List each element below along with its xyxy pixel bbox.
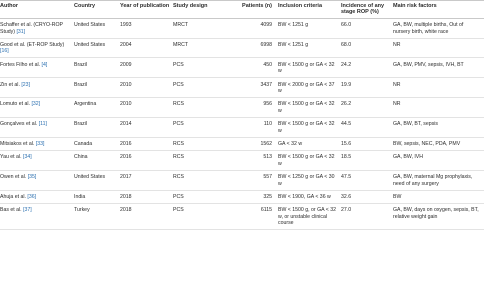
cell-design: PCS <box>173 78 240 98</box>
cell-author <box>0 137 74 150</box>
header-incidence: Incidence of any stage ROP (%) <box>341 0 393 18</box>
cell-year: 2017 <box>120 170 173 190</box>
cell-author <box>0 78 74 98</box>
cell-incidence: 18.5 <box>341 150 393 170</box>
cell-patients: 557 <box>240 170 278 190</box>
cell-year: 2014 <box>120 117 173 137</box>
author-name: Owen et al. <box>0 174 27 181</box>
cell-year: 2018 <box>120 190 173 203</box>
cell-design: PCS <box>173 117 240 137</box>
cell-patients: 4099 <box>240 18 278 38</box>
author-name: Schaffer et al. (CRYO-ROP Study) <box>0 22 63 35</box>
cell-country: United States <box>74 170 120 190</box>
cell-design: RCS <box>173 170 240 190</box>
cell-risk: BW <box>393 190 484 203</box>
cell-incidence: 44.5 <box>341 117 393 137</box>
cell-country: Brazil <box>74 117 120 137</box>
cell-patients: 6998 <box>240 38 278 58</box>
cell-risk: NR <box>393 98 484 118</box>
reference-link[interactable]: [16] <box>0 48 9 55</box>
cell-design: MRCT <box>173 18 240 38</box>
cell-patients: 3437 <box>240 78 278 98</box>
cell-year: 2009 <box>120 58 173 78</box>
table-row <box>0 137 484 150</box>
cell-year: 2004 <box>120 38 173 58</box>
cell-patients: 110 <box>240 117 278 137</box>
cell-design: MRCT <box>173 38 240 58</box>
cell-design: PCS <box>173 203 240 229</box>
cell-risk: GA, BW, IVH <box>393 150 484 170</box>
cell-risk: NR <box>393 78 484 98</box>
cell-country: India <box>74 190 120 203</box>
author-name: Ahuja et al. <box>0 193 26 200</box>
cell-risk: BW, sepsis, NEC, PDA, PMV <box>393 137 484 150</box>
cell-incidence: 24.2 <box>341 58 393 78</box>
cell-patients: 325 <box>240 190 278 203</box>
cell-incidence: 47.5 <box>341 170 393 190</box>
cell-risk: GA, BW, BT, sepsis <box>393 117 484 137</box>
reference-link[interactable]: [36] <box>27 193 37 200</box>
cell-patients: 1562 <box>240 137 278 150</box>
cell-incidence: 26.2 <box>341 98 393 118</box>
author-name: Good et al. (ET-ROP Study) <box>0 42 65 48</box>
header-risk: Main risk factors <box>393 0 484 18</box>
cell-risk: GA, BW, PMV, sepsis, IVH, BT <box>393 58 484 78</box>
cell-inclusion: BW < 1251 g <box>278 18 341 38</box>
table-row <box>0 170 484 190</box>
cell-year: 2018 <box>120 203 173 229</box>
cell-inclusion: BW < 1250 g or GA < 30 w <box>278 170 341 190</box>
cell-inclusion: BW < 1900, GA < 36 w <box>278 190 341 203</box>
table-row <box>0 98 484 118</box>
table-row <box>0 203 484 229</box>
reference-link[interactable]: [37] <box>23 207 32 214</box>
cell-patients: 6115 <box>240 203 278 229</box>
cell-year: 2016 <box>120 137 173 150</box>
cell-year: 2010 <box>120 98 173 118</box>
cell-risk: GA, BW, maternal Mg prophylaxis, need of any surgery <box>393 170 484 190</box>
cell-incidence: 68.0 <box>341 38 393 58</box>
header-author: Author <box>0 0 74 18</box>
table-row <box>0 117 484 137</box>
author-name: Gonçalves et al. <box>0 121 38 128</box>
cell-year: 2010 <box>120 78 173 98</box>
cell-risk: GA, BW, days on oxygen, sepsis, BT, relative weight gain <box>393 203 484 229</box>
cell-incidence: 66.0 <box>341 18 393 38</box>
reference-link[interactable]: [31] <box>16 28 26 35</box>
author-name: Fortes Filho et al. <box>0 61 41 68</box>
cell-author <box>0 98 74 118</box>
cell-author <box>0 190 74 203</box>
table-row <box>0 18 484 38</box>
cell-incidence: 19.9 <box>341 78 393 98</box>
cell-design: PCS <box>173 58 240 78</box>
header-row <box>0 0 484 18</box>
cell-risk: NR <box>393 38 484 58</box>
cell-country: Turkey <box>74 203 120 229</box>
cell-inclusion: BW < 1500 g or GA < 32 w <box>278 98 341 118</box>
cell-author <box>0 117 74 137</box>
cell-country: Canada <box>74 137 120 150</box>
cell-author <box>0 58 74 78</box>
author-name: Mitsiakos et al. <box>0 140 35 147</box>
table-body <box>0 18 484 229</box>
table-row <box>0 78 484 98</box>
header-patients: Patients (n) <box>240 0 278 18</box>
cell-country: Argentina <box>74 98 120 118</box>
cell-inclusion: BW < 2000 g or GA < 37 w <box>278 78 341 98</box>
cell-country: United States <box>74 18 120 38</box>
cell-year: 1993 <box>120 18 173 38</box>
header-inclusion: Inclusion criteria <box>278 0 341 18</box>
cell-country: United States <box>74 38 120 58</box>
reference-link[interactable]: [33] <box>35 140 45 147</box>
reference-link[interactable]: [32] <box>31 101 41 108</box>
reference-link[interactable]: [11] <box>38 121 47 128</box>
cell-design: RCS <box>173 150 240 170</box>
cell-author <box>0 170 74 190</box>
cell-year: 2016 <box>120 150 173 170</box>
author-name: Lomuto et al. <box>0 101 30 108</box>
author-name: Zin et al. <box>0 81 20 88</box>
table-row <box>0 190 484 203</box>
table-row <box>0 150 484 170</box>
cell-country: China <box>74 150 120 170</box>
author-name: Bas et al. <box>0 207 22 214</box>
reference-link[interactable]: [4] <box>41 61 48 68</box>
author-name: Yau et al. <box>0 154 22 161</box>
table-header <box>0 0 484 18</box>
cell-patients: 450 <box>240 58 278 78</box>
cell-inclusion: BW < 1500 g, or GA < 32 w, or unstable clinical course <box>278 203 341 229</box>
cell-inclusion: BW < 1500 g or GA < 32 w <box>278 58 341 78</box>
header-design: Study design <box>173 0 240 18</box>
cell-country: Brazil <box>74 78 120 98</box>
cell-risk: GA, BW, multiple births, Out of nursery birth, white race <box>393 18 484 38</box>
cell-country: Brazil <box>74 58 120 78</box>
cell-author <box>0 150 74 170</box>
cell-design: RCS <box>173 98 240 118</box>
cell-patients: 513 <box>240 150 278 170</box>
cell-incidence: 27.0 <box>341 203 393 229</box>
reference-link[interactable]: [35] <box>27 174 37 181</box>
table-row <box>0 38 484 58</box>
reference-link[interactable]: [23] <box>21 81 31 88</box>
cell-incidence: 32.6 <box>341 190 393 203</box>
cell-author <box>0 18 74 38</box>
cell-author <box>0 203 74 229</box>
cell-inclusion: BW < 1500 g or GA < 32 w <box>278 117 341 137</box>
cell-patients: 956 <box>240 98 278 118</box>
cell-design: PCS <box>173 190 240 203</box>
cell-incidence: 15.6 <box>341 137 393 150</box>
cell-author <box>0 38 74 58</box>
cell-inclusion: BW < 1251 g <box>278 38 341 58</box>
cell-inclusion: BW < 1500 g or GA < 32 w <box>278 150 341 170</box>
cell-inclusion: GA < 32 w <box>278 137 341 150</box>
header-year: Year of publication <box>120 0 173 18</box>
cell-design: RCS <box>173 137 240 150</box>
reference-link[interactable]: [34] <box>23 154 32 161</box>
table-row <box>0 58 484 78</box>
header-country: Country <box>74 0 120 18</box>
